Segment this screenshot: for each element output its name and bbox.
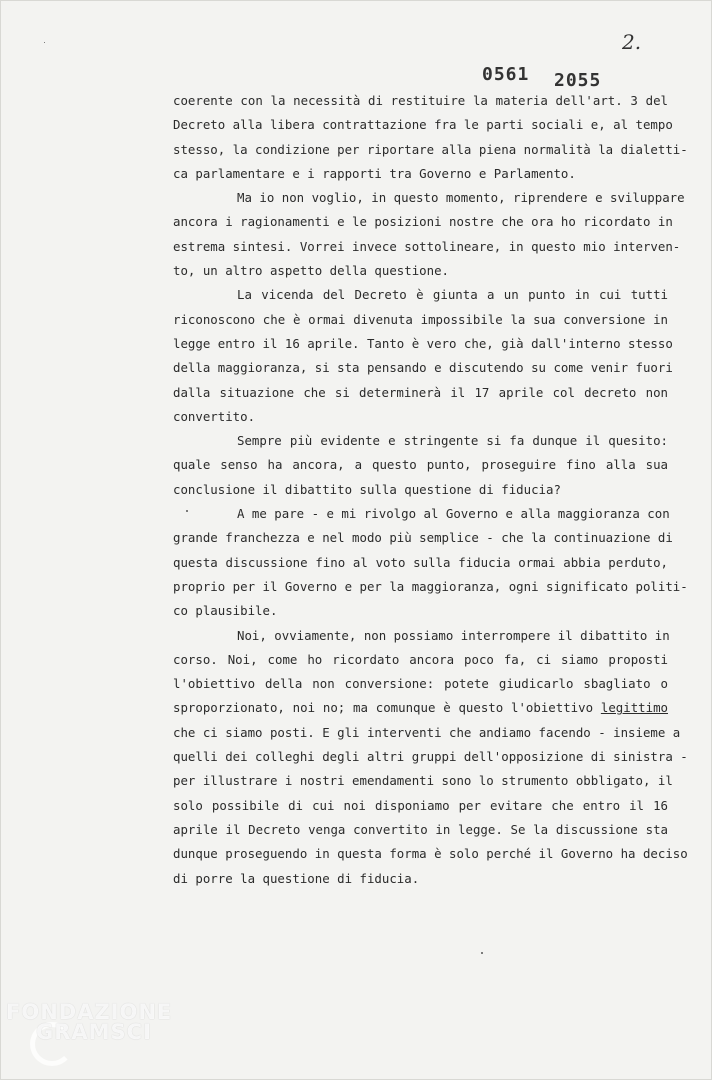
text-line: to, un altro aspetto della questione. [173,263,450,279]
text-line: Noi, ovviamente, non possiamo interrompere il dibattito in [237,627,670,643]
text-line: proprio per il Governo e per la maggioranza, ogni significato politi- [173,578,688,594]
text-line: che ci siamo posti. E gli interventi che andiamo facendo - insieme a [173,724,681,740]
page-number: 2. [622,30,642,54]
paper-speck [186,510,188,512]
archive-stamp-right: 2055 [554,70,602,91]
text-line: A me pare - e mi rivolgo al Governo e alla maggioranza con [237,506,670,522]
watermark [6,1000,172,1044]
watermark-line1: FONDAZIONE [6,1000,173,1024]
text-line: convertito. [173,408,256,424]
text-line: co plausibile. [173,603,278,619]
text-line: La vicenda del Decreto è giunta a un punto in cui tutti [237,287,668,303]
text-line: coerente con la necessità di restituire la materia dell'art. 3 del [173,93,668,108]
text-line: ca parlamentare e i rapporti tra Governo e Parlamento. [173,165,576,181]
paper-speck [44,42,45,43]
archive-stamp-left: 0561 [482,64,530,85]
document-body [173,89,688,891]
text-line: quale senso ha ancora, a questo punto, proseguire fino alla sua [173,457,668,473]
text-line: questa discussione fino al voto sulla fiducia ormai abbia perduto, [173,554,668,570]
text-line: dunque proseguendo in questa forma è solo perché il Governo ha deciso [173,846,688,862]
text-line: legge entro il 16 aprile. Tanto è vero che, già dall'interno stesso [173,335,673,351]
text-line: aprile il Decreto venga convertito in legge. Se la discussione sta [173,821,668,837]
text-line: stesso, la condizione per riportare alla piena normalità la dialetti- [173,141,688,157]
text-segment: sproporzionato, noi no; ma comunque è questo l'obiettivo [173,700,594,716]
text-line: dalla situazione che si determinerà il 17 aprile col decreto non [173,384,668,400]
text-line-with-underline [173,696,668,720]
text-line: conclusione il dibattito sulla questione di fiducia? [173,481,561,497]
text-line: Decreto alla libera contrattazione fra le parti sociali e, al tempo [173,117,673,133]
text-line: corso. Noi, come ho ricordato ancora poco fa, ci siamo proposti [173,651,668,667]
text-line: di porre la questione di fiducia. [173,870,420,886]
text-line: l'obiettivo della non conversione: potete giudicarlo sbagliato o [173,676,668,692]
text-line: Sempre più evidente e stringente si fa dunque il quesito: [237,433,668,449]
text-line: estrema sintesi. Vorrei invece sottolineare, in questo mio interven- [173,238,681,254]
text-line: riconoscono che è ormai divenuta impossibile la sua conversione in [173,311,668,327]
underlined-word: legittimo [600,700,668,716]
text-line: solo possibile di cui noi disponiamo per evitare che entro il 16 [173,797,668,813]
text-line: della maggioranza, si sta pensando e discutendo su come venir fuori [173,360,673,376]
text-line: quelli dei colleghi degli altri gruppi dell'opposizione di sinistra - [173,749,688,765]
text-line: Ma io non voglio, in questo momento, riprendere e sviluppare [237,190,685,206]
text-line: grande franchezza e nel modo più semplice - che la continuazione di [173,530,673,546]
text-line: ancora i ragionamenti e le posizioni nostre che ora ho ricordato in [173,214,673,230]
watermark-line2: GRAMSCI [36,1020,152,1044]
text-line: per illustrare i nostri emendamenti sono lo strumento obbligato, il [173,773,673,789]
paper-speck [481,952,483,954]
